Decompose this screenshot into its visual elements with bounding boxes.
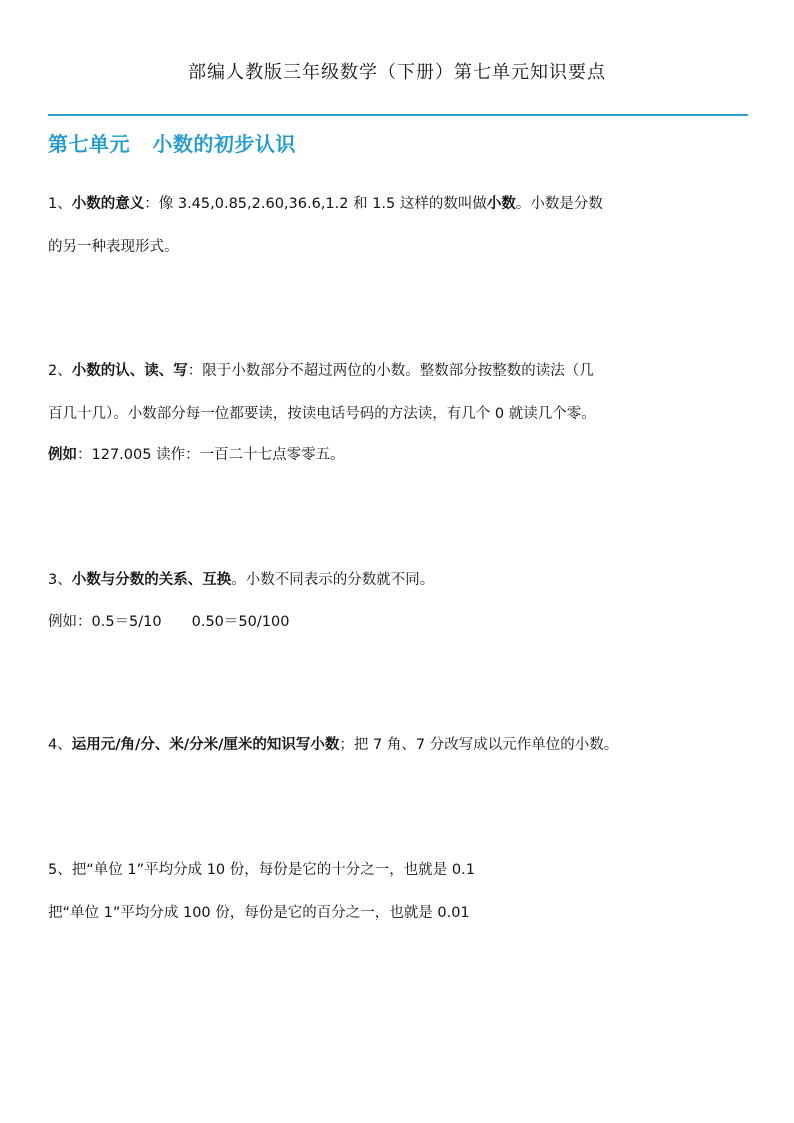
section-2-label: 2、 bbox=[48, 363, 72, 379]
section-1-term: 小数的意义 bbox=[71, 196, 145, 212]
section-1-line-2: 的另一种表现形式。 bbox=[48, 239, 179, 255]
section-4-line-1 bbox=[48, 734, 618, 756]
section-1-text-b: 。小数是分数 bbox=[515, 196, 603, 212]
section-1-text-a: ：像 3.45,0.85,2.60,36.6,1.2 和 1.5 这样的数叫做 bbox=[144, 196, 487, 212]
section-4-term: 运用元/角/分、米/分米/厘米的知识写小数 bbox=[71, 737, 340, 753]
section-4-label: 4、 bbox=[48, 737, 72, 753]
section-1-label: 1、 bbox=[48, 196, 72, 212]
section-2-example bbox=[48, 444, 345, 466]
section-3-term: 小数与分数的关系、互换 bbox=[71, 572, 232, 588]
section-3-line-1 bbox=[48, 569, 434, 591]
section-2-example-text: ：127.005 读作：一百二十七点零零五。 bbox=[77, 447, 345, 463]
page-title: 部编人教版三年级数学（下册）第七单元知识要点 bbox=[188, 62, 606, 83]
section-5-label: 5、 bbox=[48, 862, 72, 878]
section-5-line-1 bbox=[48, 859, 475, 881]
section-2-line-2: 百几十几）。小数部分每一位都要读，按读电话号码的方法读，有几个 0 就读几个零。 bbox=[48, 406, 596, 422]
section-2-line-1 bbox=[48, 360, 594, 382]
section-5-text-1: 把“单位 1”平均分成 10 份，每份是它的十分之一，也就是 0.1 bbox=[71, 862, 475, 878]
section-1-line-1 bbox=[48, 193, 603, 215]
section-3-example bbox=[48, 611, 289, 633]
section-5-line-2: 把“单位 1”平均分成 100 份，每份是它的百分之一，也就是 0.01 bbox=[48, 905, 470, 921]
section-3-example-a: 例如：0.5＝5/10 bbox=[48, 614, 162, 630]
section-3-example-b: 0.50＝50/100 bbox=[191, 614, 290, 630]
section-2-example-label: 例如 bbox=[48, 447, 77, 463]
header-divider bbox=[48, 114, 748, 116]
section-2-text: ：限于小数部分不超过两位的小数。整数部分按整数的读法（几 bbox=[187, 363, 594, 379]
section-3-text: 。小数不同表示的分数就不同。 bbox=[231, 572, 435, 588]
unit-heading: 第七单元 小数的初步认识 bbox=[48, 132, 296, 156]
section-4-text: ；把 7 角、7 分改写成以元作单位的小数。 bbox=[339, 737, 619, 753]
section-3-label: 3、 bbox=[48, 572, 72, 588]
section-1-term-2: 小数 bbox=[486, 196, 516, 212]
section-2-term: 小数的认、读、写 bbox=[71, 363, 188, 379]
